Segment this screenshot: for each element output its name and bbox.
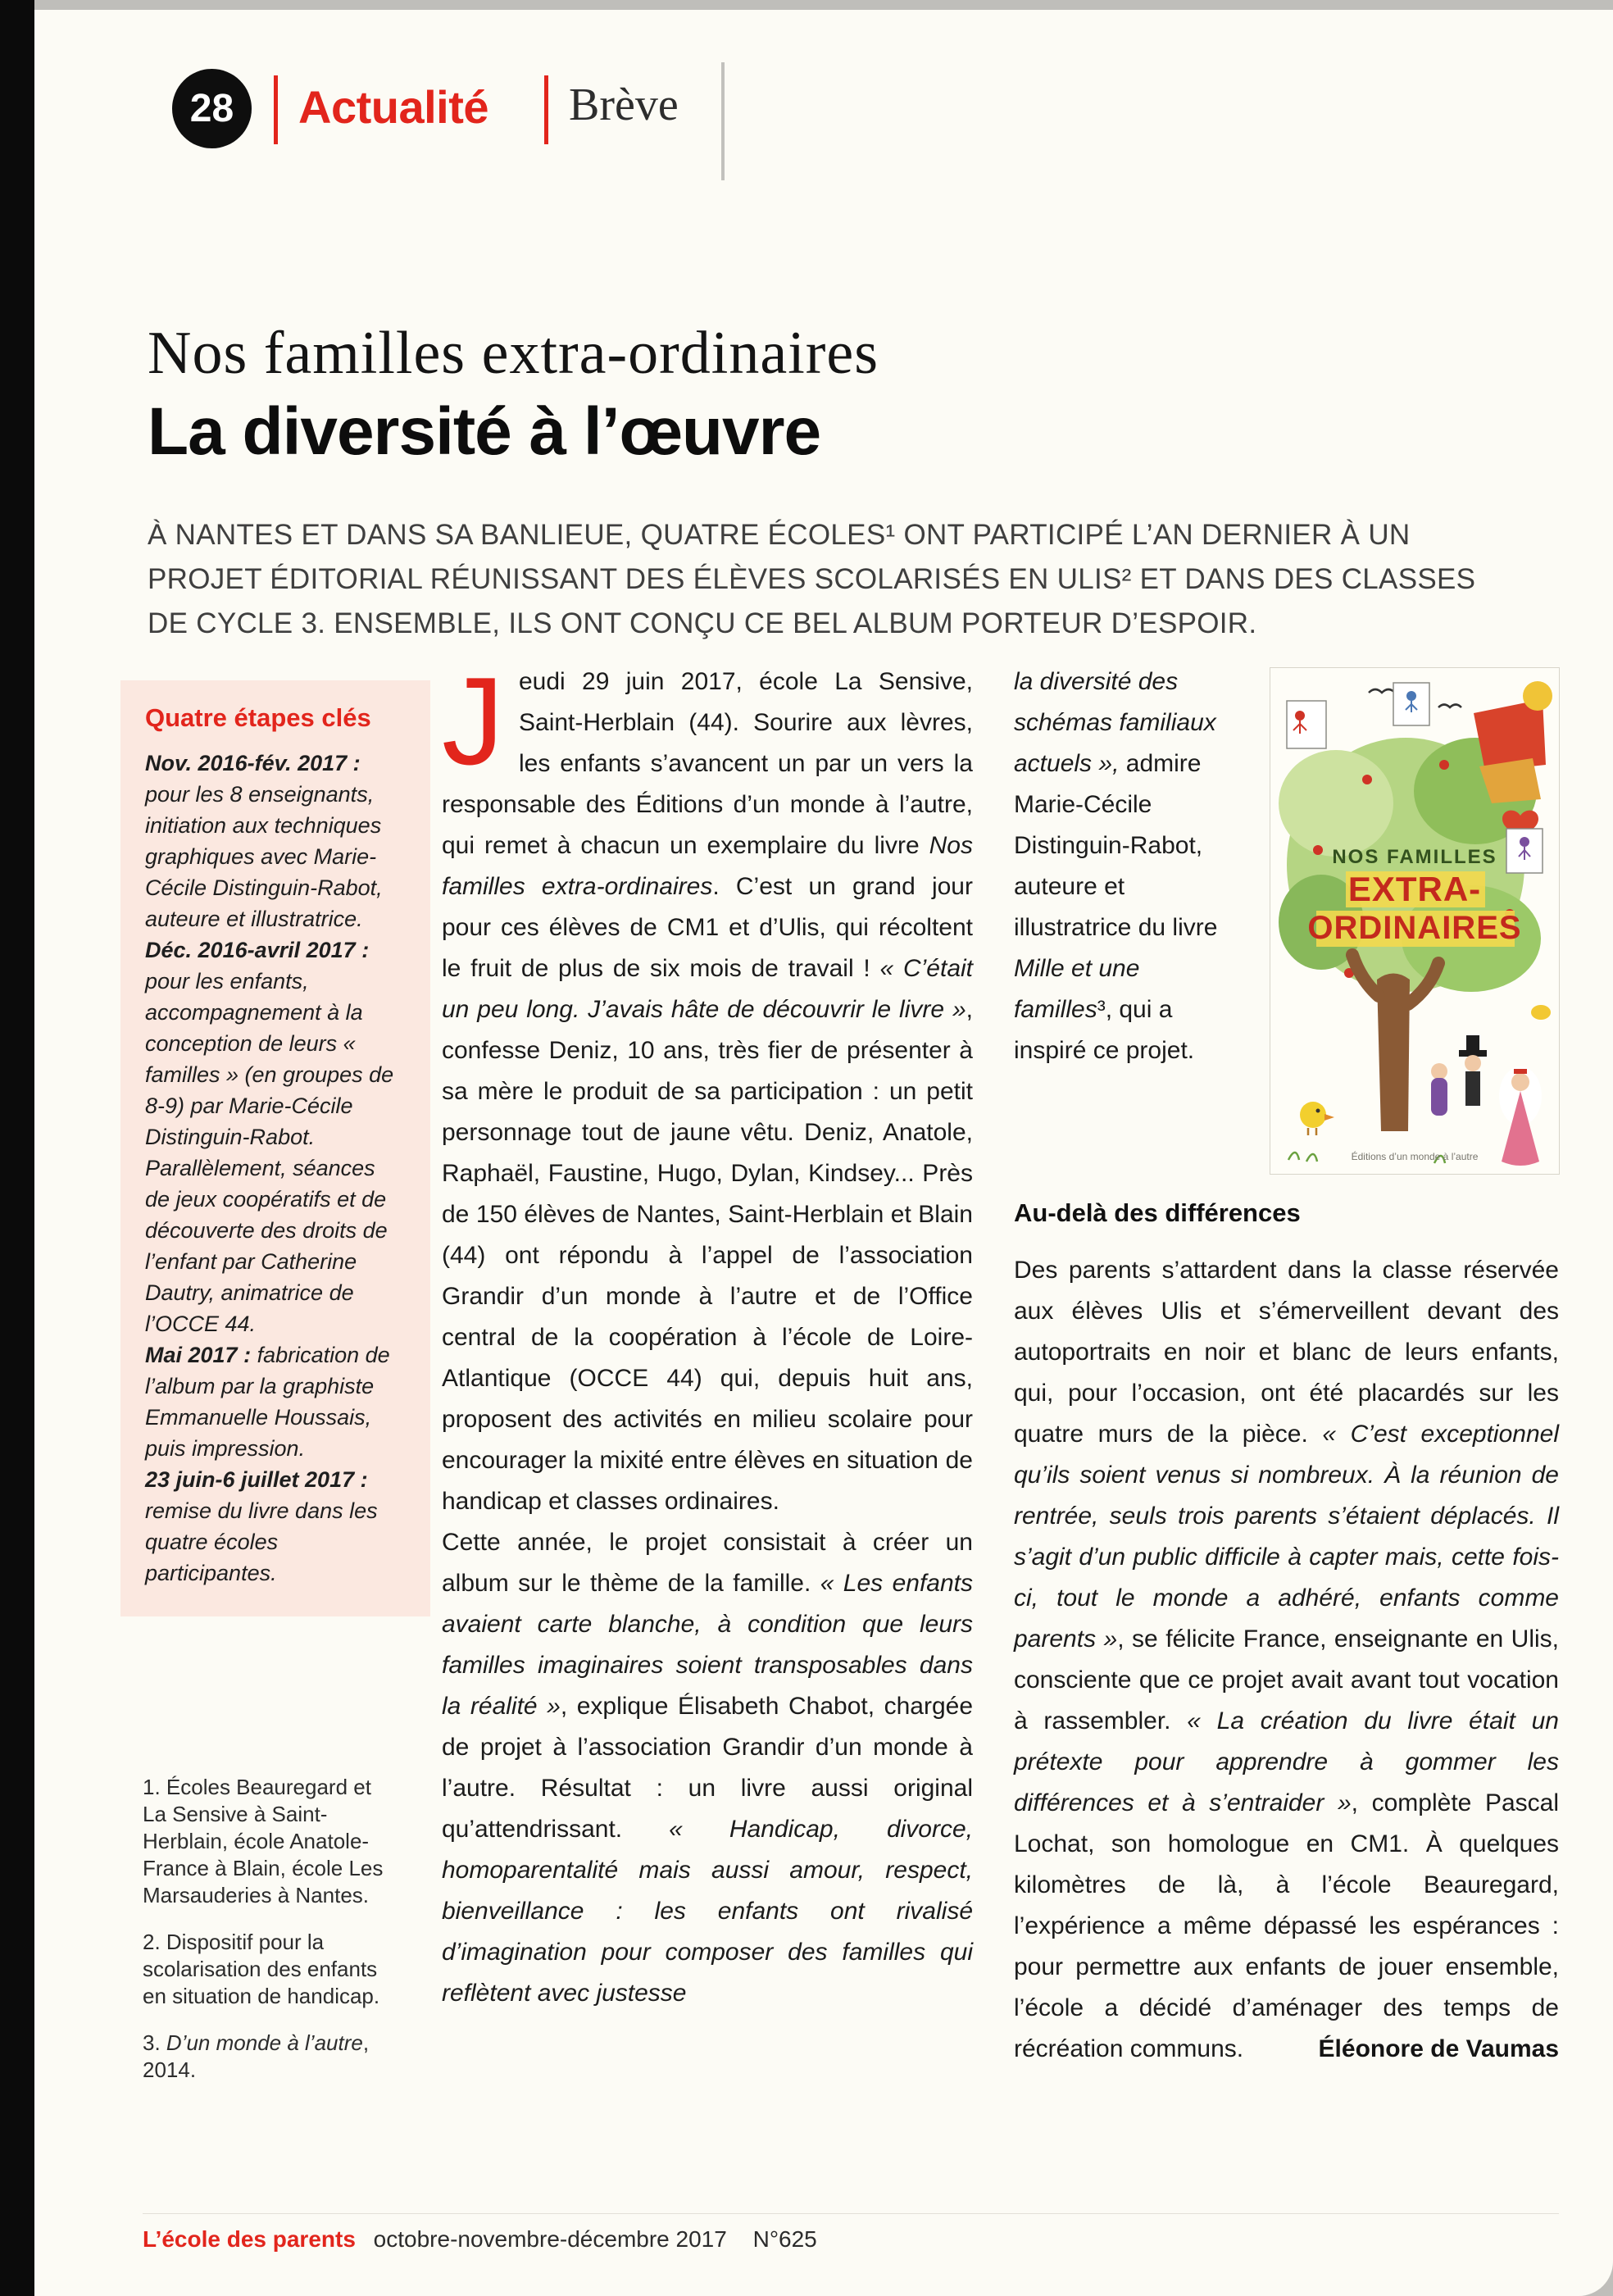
page-number-badge [172,69,252,148]
article-paragraph: Cette année, le projet consistait à créer un album sur le thème de la famille. « Les enfants avaient carte blanche, à condition que leurs familles imaginaires soient transposables dans la réalité », explique Élisabeth Chabot, chargée de projet à l’association Grandir d’un monde à l’autre. Résultat : un livre aussi original qu’attendrissant. « Handicap, divorce, homoparentalité mais aussi amour, respect, bienveillance : les enfants ont rivalisé d’imagination pour composer des familles qui reflètent avec justesse [442,1529,974,2007]
article-body-column-center [442,652,974,2014]
article-paragraph: Des parents s’attardent dans la classe réservée aux élèves Ulis et s’émerveillent devant des autoportraits en noir et blanc de leurs enfants, qui, pour l’occasion, ont été placardés sur les quatre murs de la pièce. « C’est exceptionnel qu’ils soient venus si nombreux. À la réunion de rentrée, seuls trois parents s’étaient déplacés. Il s’agit d’un public difficile à capter mais, cette fois-ci, tout le monde a adhéré, enfants comme parents », se félicite France, enseignante en Ulis, consciente que ce projet avait avant tout vocation à rassembler. « La création du livre était un prétexte pour apprendre à gommer les différences et à s’entraider », complète Pascal Lochat, son homologue en CM1. À quelques kilomètres de là, à l’école Beauregard, l’expérience a même dépassé les espérances : pour permettre aux enfants de jouer ensemble, l’école a décidé d’aménager des temps de récréation communs. [1014,1257,1560,2062]
article-paragraph-wrap [1014,1250,1559,2070]
article-kicker: Nos familles extra-ordinaires [148,320,879,387]
issue-number: N°625 [752,2226,817,2252]
sidebar-step: Mai 2017 : fabrication de l’album par la graphiste Emmanuelle Houssais, puis impression. [145,1343,390,1461]
footnotes [143,1774,388,2103]
article-standfirst: À NANTES ET DANS SA BANLIEUE, QUATRE ÉCOLES¹ ONT PARTICIPÉ L’AN DERNIER À UN PROJET ÉDITORIAL RÉUNISSANT DES ÉLÈVES SCOLARISÉS EN ULIS² ET DANS DES CLASSES DE CYCLE 3. ENSEMBLE, ILS ONT CONÇU CE BEL ALBUM PORTEUR D’ESPOIR. [148,519,1476,640]
masthead-divider [544,75,548,144]
page [34,10,1613,2296]
cover-imprint: Éditions d’un monde à l’autre [1351,1151,1479,1162]
footnote: 1. Écoles Beauregard et La Sensive à Saint-Herblain, école Anatole-France à Blain, école Les Marsauderies à Nantes. [143,1775,384,1907]
masthead-section-label: Actualité [298,81,488,133]
sidebar-box [120,680,430,1616]
footnote: 3. D’un monde à l’autre, 2014. [143,2030,370,2082]
sidebar-step: Nov. 2016-fév. 2017 : pour les 8 enseignants, initiation aux techniques graphiques avec Marie-Cécile Distinguin-Rabot, auteure et illustratrice. [145,751,383,931]
section-heading: Au-delà des différences [1014,1198,1301,1227]
sidebar-step: 23 juin-6 juillet 2017 : remise du livre dans les quatre écoles participantes. [145,1467,378,1585]
sidebar-step: Déc. 2016-avril 2017 : pour les enfants, accompagnement à la conception de leurs « familles » (en groupes de 8-9) par Marie-Cécile Distinguin-Rabot. Parallèlement, séances de jeux coopératifs et de découverte des droits de l’enfant par Catherine Dautry, animatrice de l’OCCE 44. [145,938,394,1336]
masthead-rule [721,62,725,180]
footer-rule [143,2213,1559,2214]
book-cover [1270,668,1559,1174]
cover-title-line3: ORDINAIRES [1307,910,1522,946]
article-body-column-right [1014,662,1559,2268]
page-number: 28 [189,87,234,130]
footnote: 2. Dispositif pour la scolarisation des enfants en situation de handicap. [143,1930,380,2008]
article-title: La diversité à l’œuvre [148,393,821,469]
headline-block [148,320,1500,675]
book-cover-illustration [1270,668,1559,1174]
drop-cap: J [442,652,504,791]
article-paragraph [442,652,973,1522]
issue-date: octobre-novembre-décembre 2017 [373,2226,727,2252]
article-paragraph: la diversité des schémas familiaux actuels », admire Marie-Cécile Distinguin-Rabot, auteure et illustratrice du livre Mille et une familles³, qui a inspiré ce projet. [1014,668,1218,1064]
masthead-rubric-label: Brève [569,80,679,130]
magazine-name: L’école des parents [143,2226,356,2252]
masthead-divider [274,75,278,144]
cover-title-line2: EXTRA- [1347,870,1482,908]
paragraph-text: eudi 29 juin 2017, école La Sensive, Saint-Herblain (44). Sourire aux lèvres, les enfants s’avancent un par un vers la responsable des Éditions d’un monde à l’autre, qui remet à chacun un exemplaire du livre Nos familles extra-ordinaires. C’est un grand jour pour ces élèves de CM1 et d’Ulis, qui récoltent le fruit de plus de six mois de travail ! « C’était un peu long. J’avais hâte de découvrir le livre », confesse Deniz, 10 ans, très fier de présenter à sa mère le produit de sa participation : un petit personnage tout de jaune vêtu. Deniz, Anatole, Raphaël, Faustine, Hugo, Dylan, Kindsey... Près de 150 élèves de Nantes, Saint-Herblain et Blain (44) ont répondu à l’appel de l’association Grandir d’un monde à l’autre et de l’Office central de la coopération à l’école de Loire-Atlantique (OCCE 44) qui, depuis huit ans, proposent des activités en milieu scolaire pour encourager la mixité entre élèves en situation de handicap et classes ordinaires. [442,668,973,1515]
sidebar-heading: Quatre étapes clés [145,703,371,732]
footer [143,2226,817,2253]
article-byline: Éléonore de Vaumas [1318,2035,1559,2062]
cover-title-line1: NOS FAMILLES [1332,846,1497,868]
scan-edge-strip [0,0,34,2296]
